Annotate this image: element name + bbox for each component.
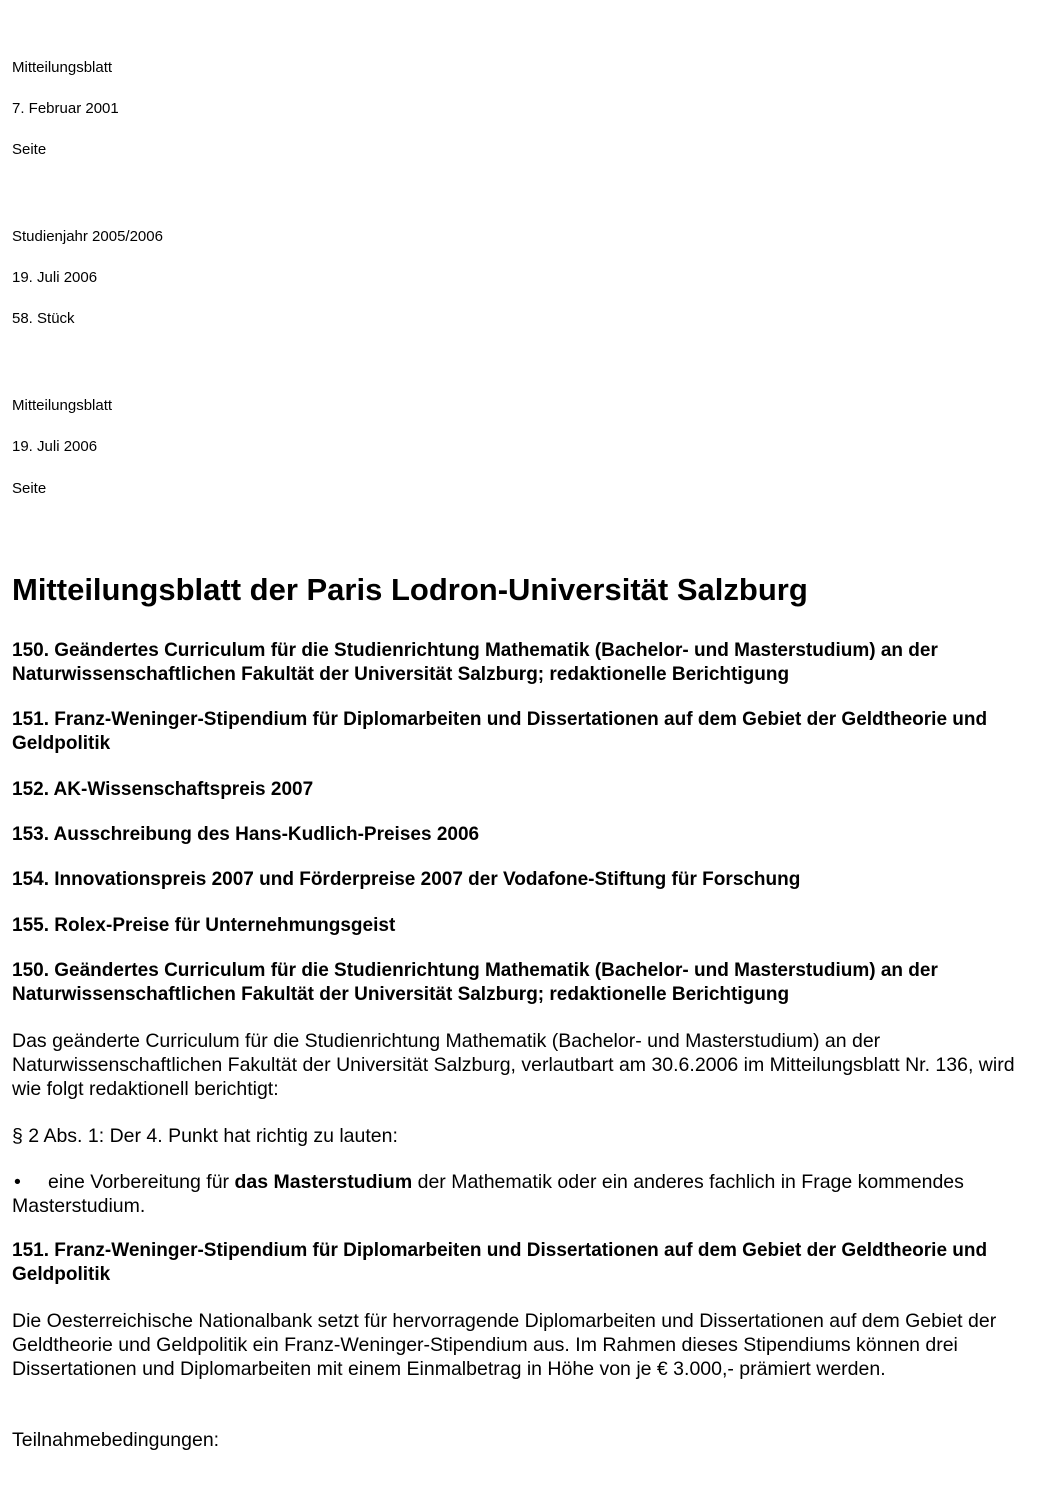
- header-page-label: Seite: [12, 141, 47, 158]
- header-date: 7. Februar 2001: [12, 100, 119, 117]
- header-title: Mitteilungsblatt: [12, 59, 113, 76]
- toc-item-152: 152. AK-Wissenschaftspreis 2007: [12, 779, 314, 800]
- toc-item-150: 150. Geändertes Curriculum für die Studienrichtung Mathematik (Bachelor- und Masterstudium) an der Naturwissenschaftlichen Fakultät der Universität Salzburg; redaktionelle Berichtigung: [12, 640, 938, 685]
- header-date: 19. Juli 2006: [12, 269, 98, 286]
- bullet-text-after: der Mathematik oder ein anderes fachlich in Frage kommendes Masterstudium.: [12, 1171, 964, 1217]
- toc-item-153: 153. Ausschreibung des Hans-Kudlich-Preises 2006: [12, 824, 480, 845]
- toc-item-154: 154. Innovationspreis 2007 und Förderpreise 2007 der Vodafone-Stiftung für Forschung: [12, 869, 801, 890]
- toc-item-151: 151. Franz-Weninger-Stipendium für Diplomarbeiten und Dissertationen auf dem Gebiet der Geldtheorie und Geldpolitik: [12, 709, 988, 754]
- toc-item-155: 155. Rolex-Preise für Unternehmungsgeist: [12, 915, 396, 936]
- section-heading-150: 150. Geändertes Curriculum für die Studienrichtung Mathematik (Bachelor- und Masterstudium) an der Naturwissenschaftlichen Fakultät der Universität Salzburg; redaktionelle Berichtigung: [12, 960, 938, 1005]
- section-heading-151: 151. Franz-Weninger-Stipendium für Diplomarbeiten und Dissertationen auf dem Gebiet der Geldtheorie und Geldpolitik: [12, 1240, 988, 1285]
- bullet-text-bold: das Masterstudium: [234, 1171, 413, 1193]
- section-paragraph: Das geänderte Curriculum für die Studienrichtung Mathematik (Bachelor- und Masterstudium) an der Naturwissenschaftlichen Fakultät der Universität Salzburg, verlautbart am 30.6.2006 im Mitteilungsblatt Nr. 136, wird wie folgt redaktionell berichtigt:: [12, 1030, 1015, 1100]
- bullet-list-item: [12, 1170, 1048, 1218]
- page-title: Mitteilungsblatt der Paris Lodron-Universität Salzburg: [12, 572, 808, 607]
- header-date: 19. Juli 2006: [12, 438, 98, 455]
- header-title: Mitteilungsblatt: [12, 397, 113, 414]
- header-page-label: Seite: [12, 480, 47, 497]
- section-paragraph: Die Oesterreichische Nationalbank setzt für hervorragende Diplomarbeiten und Dissertationen auf dem Gebiet der Geldtheorie und Geldpolitik ein Franz-Weninger-Stipendium aus. Im Rahmen dieses Stipendiums können drei Dissertationen und Diplomarbeiten mit einem Einmalbetrag in Höhe von je € 3.000,- prämiert werden.: [12, 1310, 997, 1380]
- header-academic-year: Studienjahr 2005/2006: [12, 228, 163, 245]
- bullet-icon: •: [14, 1171, 21, 1193]
- bullet-text-before: eine Vorbereitung für: [48, 1171, 235, 1193]
- section-paragraph: § 2 Abs. 1: Der 4. Punkt hat richtig zu lauten:: [12, 1125, 398, 1147]
- section-paragraph: Teilnahmebedingungen:: [12, 1429, 220, 1451]
- header-issue-number: 58. Stück: [12, 310, 75, 327]
